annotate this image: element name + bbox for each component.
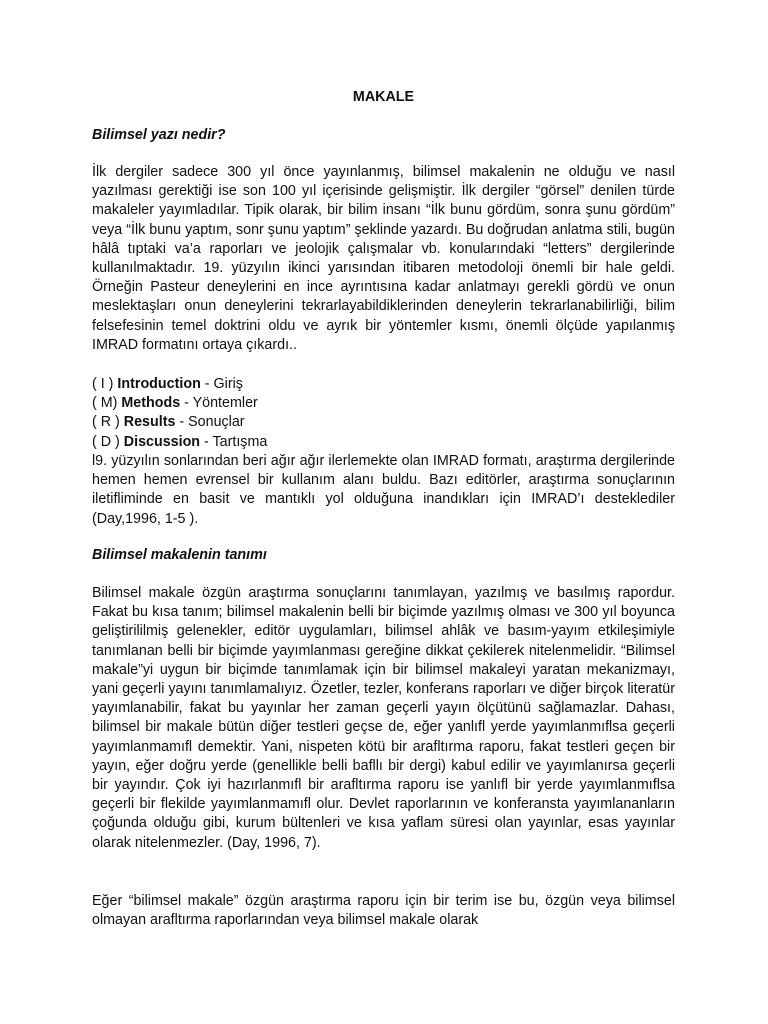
imrad-item-introduction: ( I ) Introduction - Giriş <box>92 376 243 392</box>
paragraph-history: İlk dergiler sadece 300 yıl önce yayınlanmış, bilimsel makalenin ne olduğu ve nasıl yazılması gerektiği ise son 100 yıl içerisinde gelişmiştir. İlk dergiler “görsel” denilen türde makaleler yayımladılar. Tipik olarak, bir bilim insanı “İlk bunu gördüm, sonra şunu gördüm” veya “İlk bunu yaptım, sonr şunu yaptım” şeklinde yazardı. Bu doğrudan anlatma stili, bugün hâlâ tıptaki va’a raporları ve jeolojik çalışmalar vb. konularındaki “letters” dergilerinde kullanılmaktadır. 19. yüzyılın ikinci yarısından itibaren metodoloji önemli bir hale geldi. Örneğin Pasteur deneylerini en ince ayrıntısına kadar anlatmayı gerekli gördü ve onun meslektaşları onun deneylerini tekrarlayabildiklerinden deneylerin tekrarlanabilirliği, bilim felsefesinin temel doktrini oldu ve ayrık bir yöntemler kısmı, önemli ölçüde yapılanmış IMRAD formatını ortaya çıkardı.. <box>92 164 675 353</box>
section-heading-makale-tanimi: Bilimsel makalenin tanımı <box>92 547 267 563</box>
paragraph-imrad-format: l9. yüzyılın sonlarından beri ağır ağır ilerlemekte olan IMRAD formatı, araştırma dergilerinde hemen hemen evrensel bir kullanım alanı buldu. Bazı editörler, araştırma sonuçlarının iletifliminde en basit ve mantıklı yol olduğuna inandıkları için IMRAD’ı desteklediler (Day,1996, 1-5 ). <box>92 453 675 527</box>
section-heading-bilimsel-yazi: Bilimsel yazı nedir? <box>92 127 226 143</box>
imrad-item-discussion: ( D ) Discussion - Tartışma <box>92 433 268 450</box>
imrad-item-results: ( R ) Results - Sonuçlar <box>92 414 245 431</box>
paragraph-continuation: Eğer “bilimsel makale” özgün araştırma raporu için bir terim ise bu, özgün veya bilimsel olmayan arafltırma raporlarından veya bilimsel makale olarak <box>92 893 675 929</box>
page-title: MAKALE <box>352 89 415 105</box>
paragraph-definition: Bilimsel makale özgün araştırma sonuçlarını tanımlayan, yazılmış ve basılmış rapordur. Fakat bu kısa tanım; bilimsel makalenin belli bir biçimde yazılmış olması ve 300 yıl boyunca geliştirililmiş gelenekler, editör uygulamları, bilimsel ahlâk ve basım-yayım etkileşimiyle tanımlanan belli bir biçimde yayımlanması gereğine dikkat çekilerek nitelenmelidir. “Bilimsel makale”yi uygun bir biçimde tanımlamak için bir bilimsel makaleyi yaratan mekanizmayı, yani geçerli yayını tanımlamalıyız. Özetler, tezler, konferans raporları ve diğer birçok literatür yayımlanabilir, fakat bu yayınlar her zaman geçerli yayın ölçütünü sağlamazlar. Dahası, bilimsel bir makale bütün diğer testleri geçse de, eğer yanlıfl yerde yayımlanmıflsa geçerli yayımlanmamıfl demektir. Yani, nispeten kötü bir arafltırma raporu, fakat testleri geçen bir yayın, eğer doğru yerde (genellikle belli bafllı bir dergi) kabul edilir ve yayımlanırsa geçerli bir yayındır. Çok iyi hazırlanmıfl bir arafltırma raporu ise yanlıfl bir yerde yayımlanmıflsa geçerli bir flekilde yayımlanmamıfl olur. Devlet raporlarının ve konferansta yayımlananların çoğunda olduğu gibi, kurum bültenleri ve kısa yaflam süresi olan yayınlar, esas yayınlar olarak nitelenmezler. (Day, 1996, 7). <box>92 585 675 851</box>
imrad-item-methods: ( M) Methods - Yöntemler <box>92 395 258 412</box>
imrad-list <box>92 375 675 452</box>
